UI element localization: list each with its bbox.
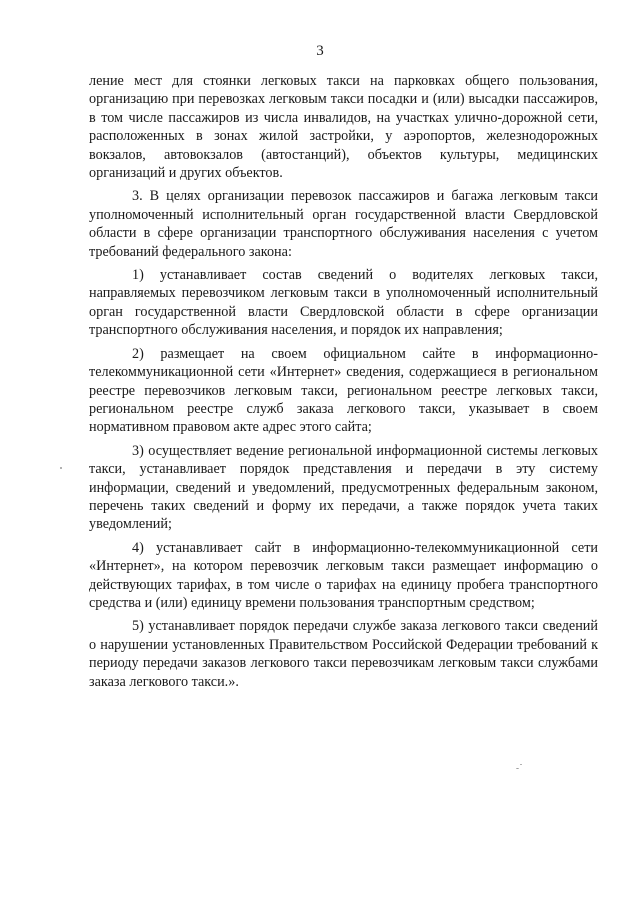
scan-speck [520,764,522,765]
paragraph-subitem-2: 2) размещает на своем официальном сайте в информационно-телекоммуникационной сети «Интернет» сведения, содержащиеся в региональном реестре перевозчиков легковым такси, региональном реестре легковых такси, региональном реестре служб заказа легкового такси, указывает в своем нормативном правовом акте адрес этого сайта; [89,345,598,436]
paragraph-subitem-3: 3) осуществляет ведение региональной информационной системы легковых такси, устанавливает порядок представления и передачи в эту систему информации, сведений и уведомлений, предусмотренных федеральным законом, перечень таких сведений и форму их передачи, а также порядок учета таких уведомлений; [89,442,598,533]
paragraph-subitem-5: 5) устанавливает порядок передачи службе заказа легкового такси сведений о нарушении установленных Правительством Российской Федерации требований к периоду передачи заказов легкового такси перевозчикам легковым такси службами заказа легкового такси.». [89,618,598,690]
scan-speck [60,467,62,469]
scan-speck [516,768,519,769]
paragraph-subitem-4: 4) устанавливает сайт в информационно-телекоммуникационной сети «Интернет», на котором перевозчик легковым такси размещает информацию о действующих тарифах, в том числе о тарифах на единицу пробега транспортного средства и (или) единицу времени пользования транспортным средством; [89,539,598,611]
paragraph-subitem-1: 1) устанавливает состав сведений о водителях легковых такси, направляемых перевозчиком легковым такси в уполномоченный исполнительный орган государственной власти Свердловской области в сфере организации транспортного обслуживания населения, и порядок их направления; [89,267,598,339]
body-text [89,72,598,696]
paragraph-item-3: 3. В целях организации перевозок пассажиров и багажа легковым такси уполномоченный исполнительный орган государственной власти Свердловской области в сфере организации транспортного обслуживания населения с учетом требований федерального закона: [89,188,598,260]
page-number: 3 [316,43,324,59]
paragraph-continuation: ление мест для стоянки легковых такси на парковках общего пользования, организацию при перевозках легковым такси посадки и (или) высадки пассажиров, в том числе пассажиров из числа инвалидов, на участках улично-дорожной сети, расположенных в зонах жилой застройки, у аэропортов, железнодорожных вокзалов, автовокзалов (автостанций), объектов культуры, медицинских организаций и других объектов. [89,73,598,182]
